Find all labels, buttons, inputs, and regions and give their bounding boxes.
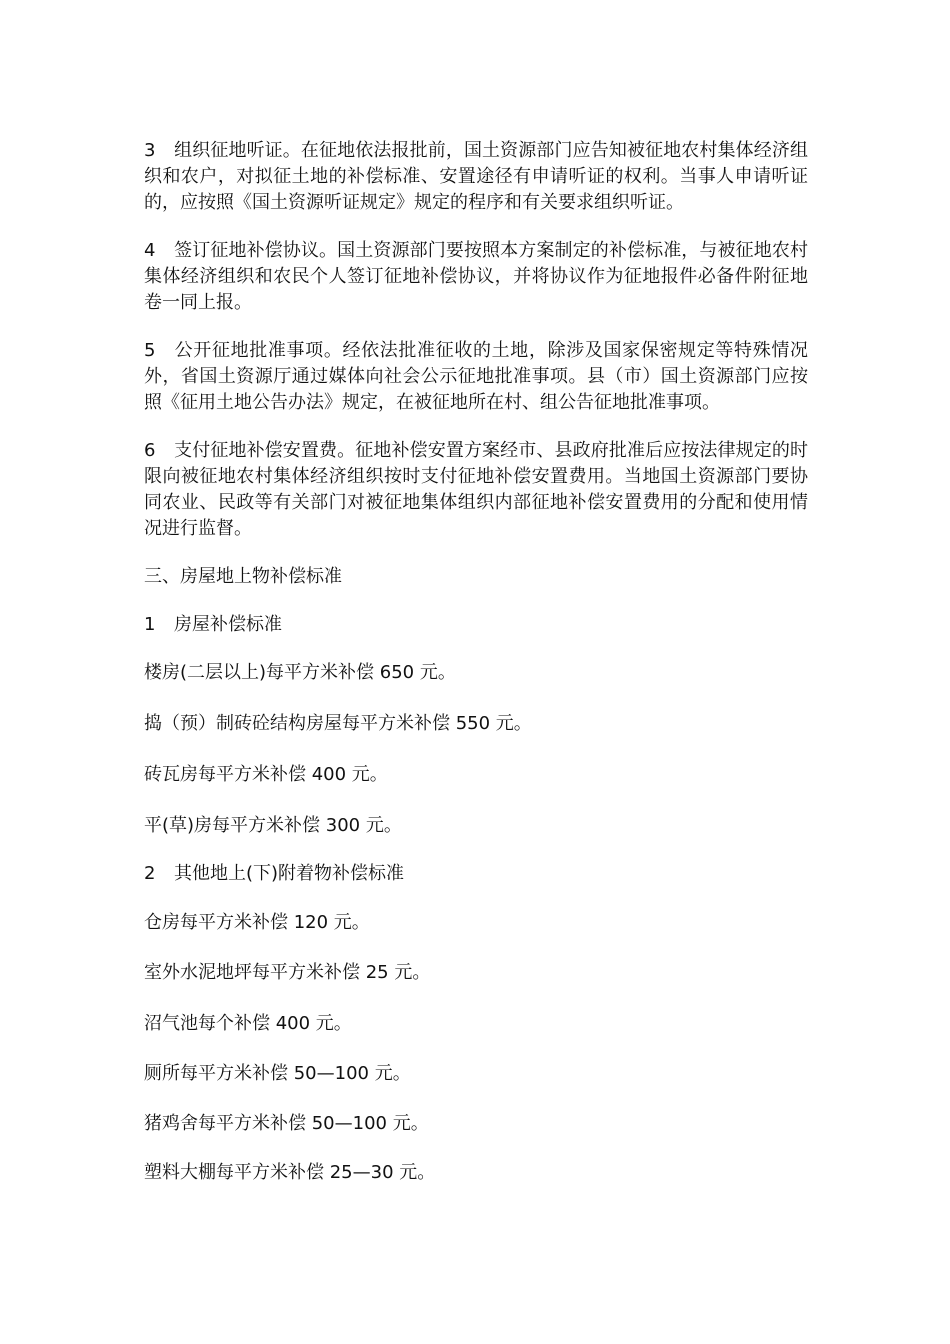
paragraph-4 <box>144 238 808 316</box>
list-item: 塑料大棚每平方米补偿 25—30 元。 <box>144 1162 436 1183</box>
paragraph-3 <box>144 138 808 216</box>
subsection-heading-other <box>144 861 404 887</box>
paragraph-text: 支付征地补偿安置费。征地补偿安置方案经市、县政府批准后应按法律规定的时限向被征地农村集体经济组织按时支付征地补偿安置费用。当地国土资源部门要协同农业、民政等有关部门对被征地集体组织内部征地补偿安置费用的分配和使用情况进行监督。 <box>144 440 808 539</box>
paragraph-6 <box>144 438 808 542</box>
subsection-title: 房屋补偿标准 <box>174 614 282 635</box>
subsection-number: 1 <box>144 614 156 635</box>
paragraph-5 <box>144 338 808 416</box>
list-item: 沼气池每个补偿 400 元。 <box>144 1013 352 1034</box>
subsection-number: 2 <box>144 863 156 884</box>
list-item: 厕所每平方米补偿 50—100 元。 <box>144 1063 411 1084</box>
list-item: 猪鸡舍每平方米补偿 50—100 元。 <box>144 1113 429 1134</box>
list-item: 仓房每平方米补偿 120 元。 <box>144 912 370 933</box>
paragraph-text: 组织征地听证。在征地依法报批前，国土资源部门应告知被征地农村集体经济组织和农户，对拟征土地的补偿标准、安置途径有申请听证的权利。当事人申请听证的，应按照《国土资源听证规定》规定的程序和有关要求组织听证。 <box>144 140 808 213</box>
section-heading: 三、房屋地上物补偿标准 <box>144 566 342 587</box>
subsection-heading-house <box>144 612 282 638</box>
paragraph-number: 3 <box>144 140 156 161</box>
list-item: 楼房(二层以上)每平方米补偿 650 元。 <box>144 662 456 683</box>
list-item: 砖瓦房每平方米补偿 400 元。 <box>144 764 388 785</box>
list-item: 平(草)房每平方米补偿 300 元。 <box>144 815 402 836</box>
paragraph-number: 4 <box>144 240 156 261</box>
subsection-title: 其他地上(下)附着物补偿标准 <box>174 863 405 884</box>
list-item: 室外水泥地坪每平方米补偿 25 元。 <box>144 962 431 983</box>
paragraph-number: 5 <box>144 340 156 361</box>
paragraph-text: 公开征地批准事项。经依法批准征收的土地，除涉及国家保密规定等特殊情况外，省国土资源厅通过媒体向社会公示征地批准事项。县（市）国土资源部门应按照《征用土地公告办法》规定，在被征地所在村、组公告征地批准事项。 <box>144 340 808 413</box>
paragraph-number: 6 <box>144 440 156 461</box>
paragraph-text: 签订征地补偿协议。国土资源部门要按照本方案制定的补偿标准，与被征地农村集体经济组织和农民个人签订征地补偿协议，并将协议作为征地报件必备件附征地卷一同上报。 <box>144 240 808 313</box>
list-item: 捣（预）制砖砼结构房屋每平方米补偿 550 元。 <box>144 713 532 734</box>
